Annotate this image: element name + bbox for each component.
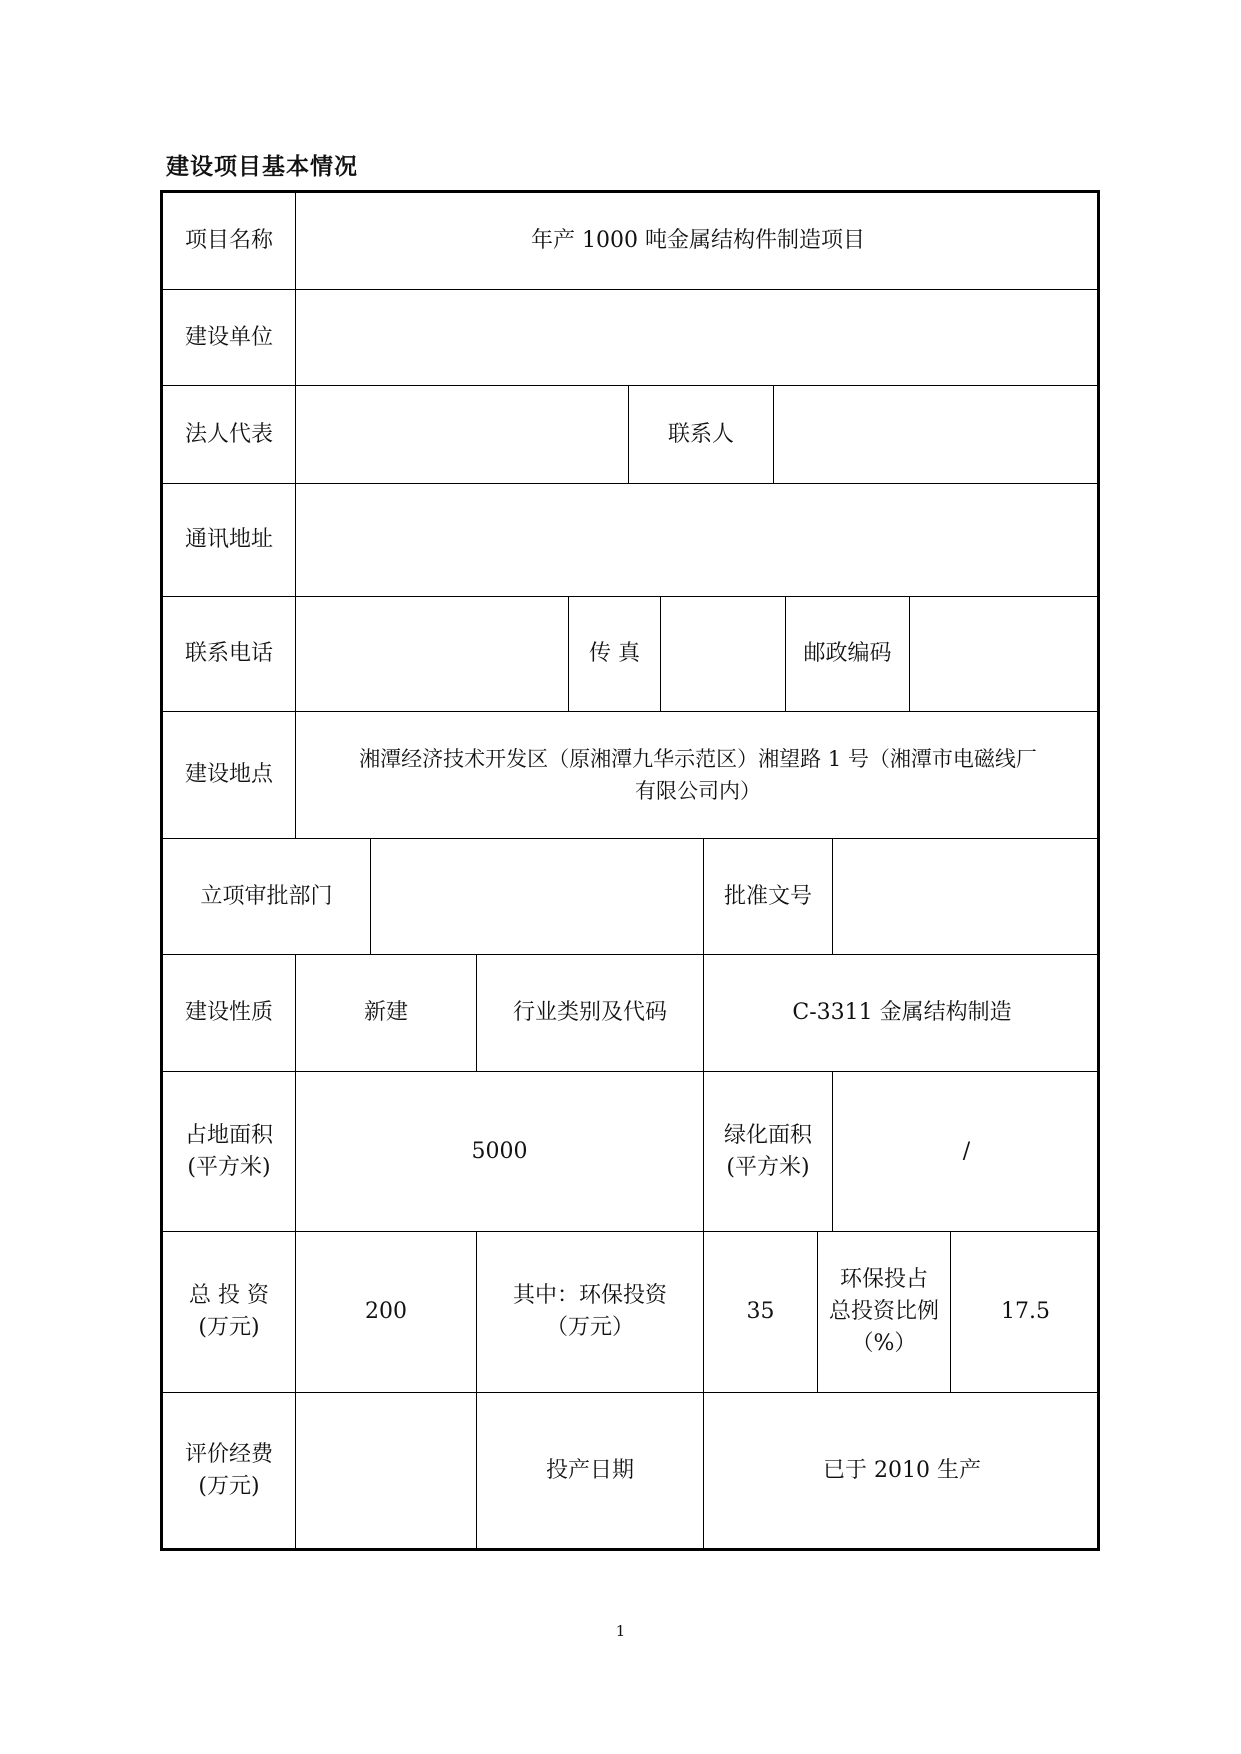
land-area-label — [163, 1072, 296, 1231]
phone-label: 联系电话 — [163, 597, 296, 711]
table-row-phone — [163, 597, 1097, 712]
green-area-label — [704, 1072, 833, 1231]
table-row-address — [163, 484, 1097, 597]
green-area-label-line-2: (平方米) — [726, 1154, 810, 1180]
page-number: 1 — [615, 1622, 626, 1640]
fax-label: 传 真 — [569, 597, 661, 711]
env-investment-label-line-2: （万元） — [545, 1315, 634, 1340]
production-date-label: 投产日期 — [477, 1393, 704, 1548]
env-ratio-label — [818, 1232, 951, 1392]
industry-label: 行业类别及代码 — [477, 955, 704, 1071]
legal-rep-value — [296, 386, 629, 483]
approval-doc-value — [833, 839, 1100, 954]
project-info-table — [160, 190, 1100, 1551]
evaluation-fee-label-line-2: (万元) — [198, 1473, 260, 1499]
approval-dept-label: 立项审批部门 — [163, 839, 371, 954]
location-value — [296, 712, 1100, 838]
total-investment-label — [163, 1232, 296, 1392]
contact-person-value — [774, 386, 1100, 483]
evaluation-fee-label-line-1: 评价经费 — [184, 1441, 273, 1467]
project-name-label: 项目名称 — [163, 193, 296, 289]
location-label: 建设地点 — [163, 712, 296, 838]
approval-dept-value — [371, 839, 704, 954]
industry-value: C-3311 金属结构制造 — [792, 1000, 1012, 1025]
total-investment-label-line-1: 总 投 资 — [189, 1283, 269, 1308]
fax-value — [661, 597, 786, 711]
land-area-label-line-2: (平方米) — [187, 1154, 271, 1180]
table-row-project-name — [163, 193, 1097, 290]
table-row-location — [163, 712, 1097, 839]
evaluation-fee-value — [296, 1393, 477, 1548]
green-area-label-line-1: 绿化面积 — [723, 1122, 812, 1148]
location-line-1: 湘潭经济技术开发区（原湘潭九华示范区）湘望路 1 号（湘潭市电磁线厂 — [359, 747, 1037, 771]
env-investment-value: 35 — [704, 1232, 818, 1392]
land-area-value: 5000 — [296, 1072, 704, 1231]
construction-unit-label: 建设单位 — [163, 290, 296, 385]
env-ratio-value: 17.5 — [1001, 1299, 1050, 1324]
legal-rep-label: 法人代表 — [163, 386, 296, 483]
construction-unit-value — [296, 290, 1100, 385]
env-investment-label-line-1: 其中：环保投资 — [512, 1283, 667, 1308]
postcode-value — [910, 597, 1100, 711]
env-ratio-label-line-3: （%） — [851, 1331, 917, 1356]
production-date-value: 已于 2010 生产 — [823, 1457, 981, 1483]
contact-person-label: 联系人 — [629, 386, 774, 483]
table-row-approval — [163, 839, 1097, 955]
nature-value: 新建 — [296, 955, 477, 1071]
evaluation-fee-label — [163, 1393, 296, 1548]
env-investment-label — [477, 1232, 704, 1392]
land-area-label-line-1: 占地面积 — [184, 1122, 273, 1148]
table-row-nature — [163, 955, 1097, 1072]
total-investment-value: 200 — [296, 1232, 477, 1392]
approval-doc-label: 批准文号 — [704, 839, 833, 954]
env-ratio-label-line-2: 总投资比例 — [828, 1299, 939, 1324]
env-ratio-label-line-1: 环保投占 — [839, 1267, 928, 1292]
total-investment-label-line-2: (万元) — [198, 1315, 260, 1340]
location-line-2: 有限公司内） — [635, 779, 761, 803]
section-heading: 建设项目基本情况 — [166, 154, 358, 180]
table-row-area — [163, 1072, 1097, 1232]
table-row-legal-rep — [163, 386, 1097, 484]
table-row-investment — [163, 1232, 1097, 1393]
phone-value — [296, 597, 569, 711]
nature-label: 建设性质 — [163, 955, 296, 1071]
address-value — [296, 484, 1100, 596]
project-name-value: 年产 1000 吨金属结构件制造项目 — [531, 228, 865, 253]
address-label: 通讯地址 — [163, 484, 296, 596]
table-row-construction-unit — [163, 290, 1097, 386]
postcode-label: 邮政编码 — [786, 597, 910, 711]
green-area-value: / — [962, 1138, 971, 1164]
table-row-fee — [163, 1393, 1097, 1548]
